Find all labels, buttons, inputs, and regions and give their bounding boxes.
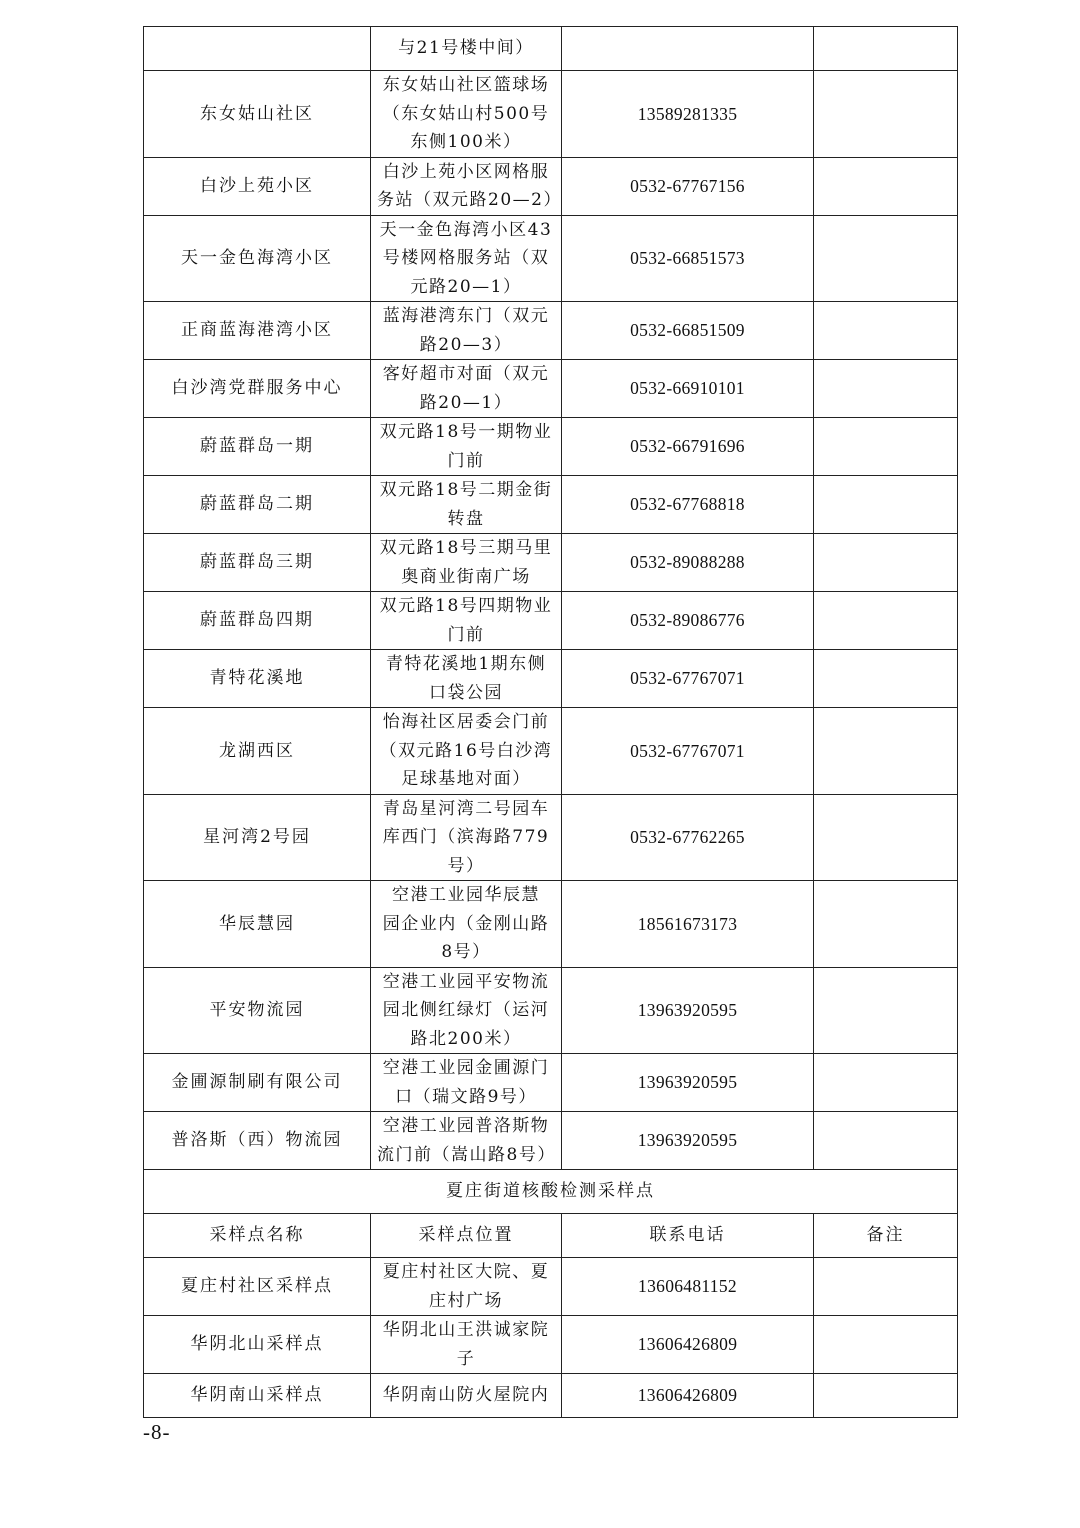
site-location-cell: [371, 534, 562, 592]
location-line: 号楼网格服务站（双: [382, 248, 550, 268]
table-row: [144, 650, 958, 708]
location-line: 华阴北山王洪诚家院: [382, 1320, 550, 1340]
site-location-cell: [371, 360, 562, 418]
location-line: 流门前（嵩山路8号）: [377, 1144, 556, 1165]
location-line: 华阴南山防火屋院内: [382, 1385, 550, 1406]
table-row: [144, 967, 958, 1054]
location-line: 天一金色海湾小区43: [379, 219, 553, 240]
contact-phone-cell: 13606426809: [562, 1374, 814, 1418]
header-row: [144, 1214, 958, 1258]
location-line: 库西门（滨海路779: [382, 827, 550, 847]
table-row: [144, 71, 958, 158]
location-line: 东女姑山社区篮球场: [382, 75, 550, 95]
site-location-cell: [371, 881, 562, 968]
site-location-cell: [371, 71, 562, 158]
location-line: 空港工业园平安物流: [382, 971, 550, 992]
section-title: 夏庄街道核酸检测采样点: [144, 1170, 958, 1214]
section-title-row: [144, 1170, 958, 1258]
table-body-continued: [144, 27, 958, 1170]
site-name-cell: 华辰慧园: [144, 881, 371, 968]
site-name-cell: 正商蓝海港湾小区: [144, 302, 371, 360]
site-location-cell: [371, 1316, 562, 1374]
table-row: [144, 1258, 958, 1316]
note-cell: [814, 1316, 958, 1374]
table-row: [144, 881, 958, 968]
note-cell: [814, 650, 958, 708]
location-line: 园企业内（金刚山路: [382, 913, 550, 934]
location-line: 奥商业街南广场: [401, 566, 531, 587]
location-line: 8号）: [441, 942, 491, 962]
site-name-cell: 金圃源制刷有限公司: [144, 1054, 371, 1112]
table-row: [144, 794, 958, 881]
location-line: 空港工业园华辰慧: [392, 885, 540, 905]
location-line: 门前: [447, 624, 485, 645]
site-location-cell: [371, 476, 562, 534]
note-cell: [814, 534, 958, 592]
contact-phone-cell: 13963920595: [562, 967, 814, 1054]
site-name-cell: 夏庄村社区采样点: [144, 1258, 371, 1316]
header-location: 采样点位置: [371, 1214, 562, 1258]
contact-phone-cell: 13963920595: [562, 1054, 814, 1112]
location-line: 门前: [447, 450, 485, 471]
site-location-cell: [371, 1374, 562, 1418]
site-name-cell: 普洛斯（西）物流园: [144, 1112, 371, 1170]
contact-phone-cell: 0532-67767071: [562, 708, 814, 795]
table-row: [144, 1316, 958, 1374]
site-name-cell: 蔚蓝群岛三期: [144, 534, 371, 592]
note-cell: [814, 1054, 958, 1112]
location-line: 务站（双元路20—2）: [377, 190, 562, 210]
table-row: [144, 534, 958, 592]
contact-phone-cell: 0532-66910101: [562, 360, 814, 418]
header-note: 备注: [814, 1214, 958, 1258]
note-cell: [814, 708, 958, 795]
site-name-cell: 华阴北山采样点: [144, 1316, 371, 1374]
site-location-cell: [371, 1054, 562, 1112]
site-name-cell: 平安物流园: [144, 967, 371, 1054]
location-line: 青岛星河湾二号园车: [382, 798, 550, 819]
contact-phone-cell: 0532-66791696: [562, 418, 814, 476]
location-line: 空港工业园普洛斯物: [382, 1116, 550, 1136]
table-row: [144, 476, 958, 534]
contact-phone-cell: [562, 27, 814, 71]
location-line: 号）: [447, 855, 485, 876]
location-line: 子: [456, 1348, 476, 1369]
location-line: 与21号楼中间）: [398, 38, 534, 59]
site-name-cell: 华阴南山采样点: [144, 1374, 371, 1418]
table-row: [144, 418, 958, 476]
site-location-cell: [371, 1112, 562, 1170]
contact-phone-cell: 18561673173: [562, 881, 814, 968]
site-name-cell: 天一金色海湾小区: [144, 215, 371, 302]
site-name-cell: 白沙湾党群服务中心: [144, 360, 371, 418]
site-location-cell: [371, 27, 562, 71]
note-cell: [814, 418, 958, 476]
site-location-cell: [371, 708, 562, 795]
location-line: （双元路16号白沙湾: [379, 740, 553, 761]
contact-phone-cell: 0532-89088288: [562, 534, 814, 592]
table-row: [144, 592, 958, 650]
site-location-cell: [371, 302, 562, 360]
site-location-cell: [371, 794, 562, 881]
sampling-sites-table: [143, 26, 958, 1418]
location-line: 双元路18号三期马里: [379, 538, 553, 558]
table-row: [144, 157, 958, 215]
note-cell: [814, 360, 958, 418]
location-line: 双元路18号四期物业: [379, 596, 553, 616]
location-line: 转盘: [447, 508, 485, 529]
contact-phone-cell: 13606481152: [562, 1258, 814, 1316]
site-location-cell: [371, 967, 562, 1054]
site-location-cell: [371, 157, 562, 215]
location-line: 怡海社区居委会门前: [382, 712, 550, 732]
table-row: [144, 27, 958, 71]
table-row: [144, 215, 958, 302]
contact-phone-cell: 0532-89086776: [562, 592, 814, 650]
location-line: 路20—1）: [419, 392, 513, 413]
note-cell: [814, 1258, 958, 1316]
site-name-cell: 龙湖西区: [144, 708, 371, 795]
location-line: 东侧100米）: [410, 132, 522, 152]
location-line: 白沙上苑小区网格服: [382, 161, 550, 182]
note-cell: [814, 27, 958, 71]
note-cell: [814, 302, 958, 360]
location-line: （东女姑山村500号: [382, 103, 550, 124]
contact-phone-cell: 0532-67767156: [562, 157, 814, 215]
site-name-cell: [144, 27, 371, 71]
site-name-cell: 星河湾2号园: [144, 794, 371, 881]
location-line: 空港工业园金圃源门: [382, 1058, 550, 1078]
note-cell: [814, 157, 958, 215]
table-row: [144, 360, 958, 418]
site-location-cell: [371, 1258, 562, 1316]
location-line: 口袋公园: [429, 682, 503, 703]
contact-phone-cell: 0532-67768818: [562, 476, 814, 534]
header-phone: 联系电话: [562, 1214, 814, 1258]
contact-phone-cell: 0532-66851573: [562, 215, 814, 302]
location-line: 双元路18号一期物业: [379, 422, 553, 442]
location-line: 路北200米）: [410, 1028, 522, 1049]
note-cell: [814, 1374, 958, 1418]
page-number: -8-: [143, 1420, 171, 1444]
table-row: [144, 708, 958, 795]
contact-phone-cell: 13589281335: [562, 71, 814, 158]
location-line: 路20—3）: [419, 334, 513, 355]
table-row: [144, 1374, 958, 1418]
site-name-cell: 白沙上苑小区: [144, 157, 371, 215]
note-cell: [814, 881, 958, 968]
site-name-cell: 蔚蓝群岛二期: [144, 476, 371, 534]
location-line: 夏庄村社区大院、夏: [382, 1262, 550, 1282]
site-name-cell: 蔚蓝群岛一期: [144, 418, 371, 476]
site-location-cell: [371, 215, 562, 302]
location-line: 足球基地对面）: [401, 769, 531, 789]
site-location-cell: [371, 418, 562, 476]
site-name-cell: 青特花溪地: [144, 650, 371, 708]
contact-phone-cell: 0532-67767071: [562, 650, 814, 708]
note-cell: [814, 71, 958, 158]
location-line: 园北侧红绿灯（运河: [382, 1000, 550, 1020]
location-line: 口（瑞文路9号）: [395, 1086, 537, 1107]
note-cell: [814, 476, 958, 534]
note-cell: [814, 794, 958, 881]
note-cell: [814, 592, 958, 650]
contact-phone-cell: 13606426809: [562, 1316, 814, 1374]
table-row: [144, 1170, 958, 1214]
site-location-cell: [371, 592, 562, 650]
contact-phone-cell: 0532-67762265: [562, 794, 814, 881]
location-line: 青特花溪地1期东侧: [385, 654, 547, 674]
table-row: [144, 1054, 958, 1112]
table-row: [144, 302, 958, 360]
contact-phone-cell: 0532-66851509: [562, 302, 814, 360]
note-cell: [814, 1112, 958, 1170]
location-line: 蓝海港湾东门（双元: [382, 306, 550, 326]
header-name: 采样点名称: [144, 1214, 371, 1258]
site-location-cell: [371, 650, 562, 708]
table-row: [144, 1112, 958, 1170]
note-cell: [814, 215, 958, 302]
location-line: 元路20—1）: [410, 276, 522, 297]
location-line: 客好超市对面（双元: [382, 364, 550, 384]
note-cell: [814, 967, 958, 1054]
contact-phone-cell: 13963920595: [562, 1112, 814, 1170]
location-line: 庄村广场: [429, 1290, 503, 1311]
site-name-cell: 蔚蓝群岛四期: [144, 592, 371, 650]
sampling-sites-table-sheet: [143, 26, 957, 1418]
table-body-xiazhuang: [144, 1258, 958, 1418]
location-line: 双元路18号二期金街: [379, 480, 553, 500]
site-name-cell: 东女姑山社区: [144, 71, 371, 158]
